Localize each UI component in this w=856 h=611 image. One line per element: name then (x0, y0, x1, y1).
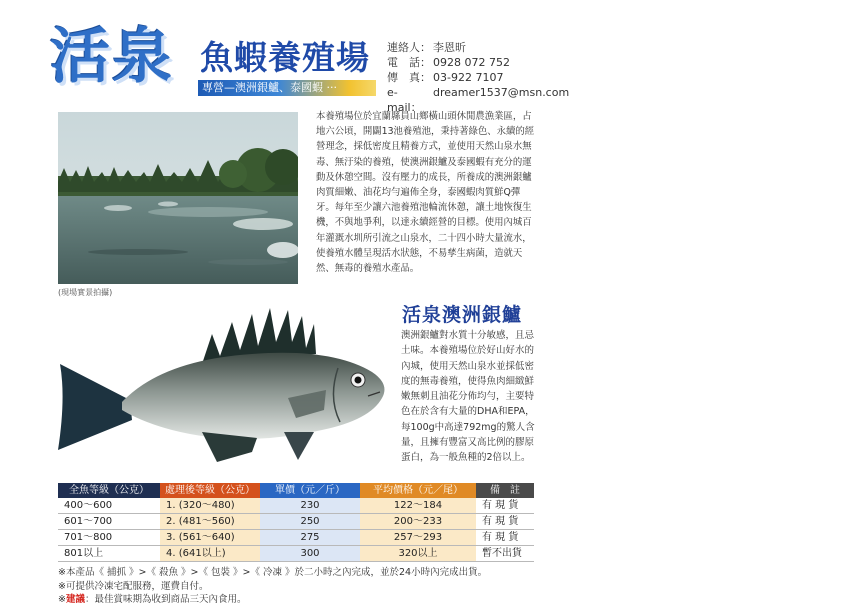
table-row (58, 498, 534, 514)
header-unit-price: 單價（元／斤） (260, 483, 360, 498)
contact-value[interactable]: dreamer1537@msn.com (433, 86, 570, 99)
note-suggestion-text: ：最佳賞味期為收到商品三天內食用。 (84, 594, 247, 605)
pond-image (58, 112, 298, 284)
cell-remarks: 有 現 貨 (476, 530, 534, 546)
cell-unit-price: 300 (260, 546, 360, 562)
note-marker: ※ (58, 594, 66, 605)
intro-paragraph: 本養殖場位於宜蘭縣員山鄉橫山頭休閒農漁業區，占地六公頃，開闢13池養殖池，秉持著綠色、永續的經營理念，採低密度且精養方式，並使用天然山泉水無毒、無汙染的養殖，使澳洲銀鱸及泰國蝦有充分的運動及休憩空間。沒有壓力的成長，所養成的澳洲銀鱸肉質細嫩、油花均勻遍佈全身，泰國蝦肉質鮮Q彈牙。每年至少讓六池養殖池輪流休憩，讓土地恢復生機，不與地爭利，以達永續經營的目標。使用內城百年灌溉水圳所引流之山泉水，二十四小時大量流水，使養殖水體呈現活水狀態，不易孳生病菌，造就天然、無毒的養殖水產品。 (316, 111, 535, 275)
cell-whole-grade: 601～700 (58, 514, 160, 530)
cell-average-price: 122～184 (360, 498, 476, 514)
cell-average-price: 200～233 (360, 514, 476, 530)
fish-illustration (52, 302, 392, 470)
table-row (58, 546, 534, 562)
contact-value: 李恩昕 (433, 41, 466, 54)
cell-whole-grade: 400～600 (58, 498, 160, 514)
header-remarks: 備 註 (476, 483, 534, 498)
brand-title: 活泉 (50, 22, 174, 92)
cell-unit-price: 275 (260, 530, 360, 546)
cell-remarks: 有 現 貨 (476, 514, 534, 530)
tagline: 專營—澳洲銀鱸、泰國蝦 ‧‧‧ (202, 81, 337, 94)
note-warning-label: 建議 (65, 594, 85, 605)
table-row (58, 530, 534, 546)
contact-label: 連絡人： (387, 41, 431, 54)
cell-remarks: 暫不出貨 (476, 546, 534, 562)
contact-label: 傳 真： (387, 71, 431, 84)
cell-average-price: 257～293 (360, 530, 476, 546)
cell-remarks: 有 現 貨 (476, 498, 534, 514)
cell-processed-grade: 4. (641以上) (160, 546, 260, 562)
cell-whole-grade: 701～800 (58, 530, 160, 546)
note-delivery: ※可提供冷凍宅配服務，運費自付。 (58, 580, 209, 592)
note-process: ※本產品《 捕抓 》>《 殺魚 》>《 包裝 》>《 冷凍 》於二小時之內完成，並於24小時內完成出貨。 (58, 567, 488, 578)
cell-processed-grade: 2. (481～560) (160, 514, 260, 530)
contact-person (387, 40, 569, 55)
product-description: 澳洲銀鱸對水質十分敏感，且忌土味。本養殖場位於好山好水的內城，使用天然山泉水並採低密度的無毒養殖，使得魚肉細緻鮮嫩無刺且油花分佈均勻，主要特色在於含有大量的DHA和EPA，每100g中高達792mg的驚人含量，且擁有豐富又高比例的膠原蛋白，為一般魚種的2倍以上。 (401, 330, 535, 464)
contact-phone (387, 55, 569, 70)
photo-caption: (現場實景拍攝) (58, 288, 113, 297)
barramundi-image (52, 302, 392, 470)
farm-photo (58, 112, 298, 284)
cell-unit-price: 230 (260, 498, 360, 514)
contact-fax (387, 70, 569, 85)
contact-block (387, 40, 569, 115)
product-title: 活泉澳洲銀鱸 (402, 304, 523, 326)
table-row (58, 514, 534, 530)
price-table (58, 483, 534, 562)
cell-unit-price: 250 (260, 514, 360, 530)
notes-block (58, 566, 487, 607)
header-whole-fish-grade: 全魚等級（公克） (58, 483, 160, 498)
header-average-price: 平均價格（元／尾） (360, 483, 476, 498)
cell-processed-grade: 3. (561～640) (160, 530, 260, 546)
cell-average-price: 320以上 (360, 546, 476, 562)
cell-whole-grade: 801以上 (58, 546, 160, 562)
contact-label: e-mail： (387, 86, 422, 114)
contact-value: 0928 072 752 (433, 56, 510, 69)
brand-subtitle: 魚蝦養殖場 (200, 38, 370, 77)
note-suggestion (58, 593, 487, 607)
cell-processed-grade: 1. (320～480) (160, 498, 260, 514)
contact-value: 03-922 7107 (433, 71, 504, 84)
table-header-row (58, 483, 534, 498)
header-processed-grade: 處理後等級（公克） (160, 483, 260, 498)
contact-label: 電 話： (387, 56, 431, 69)
